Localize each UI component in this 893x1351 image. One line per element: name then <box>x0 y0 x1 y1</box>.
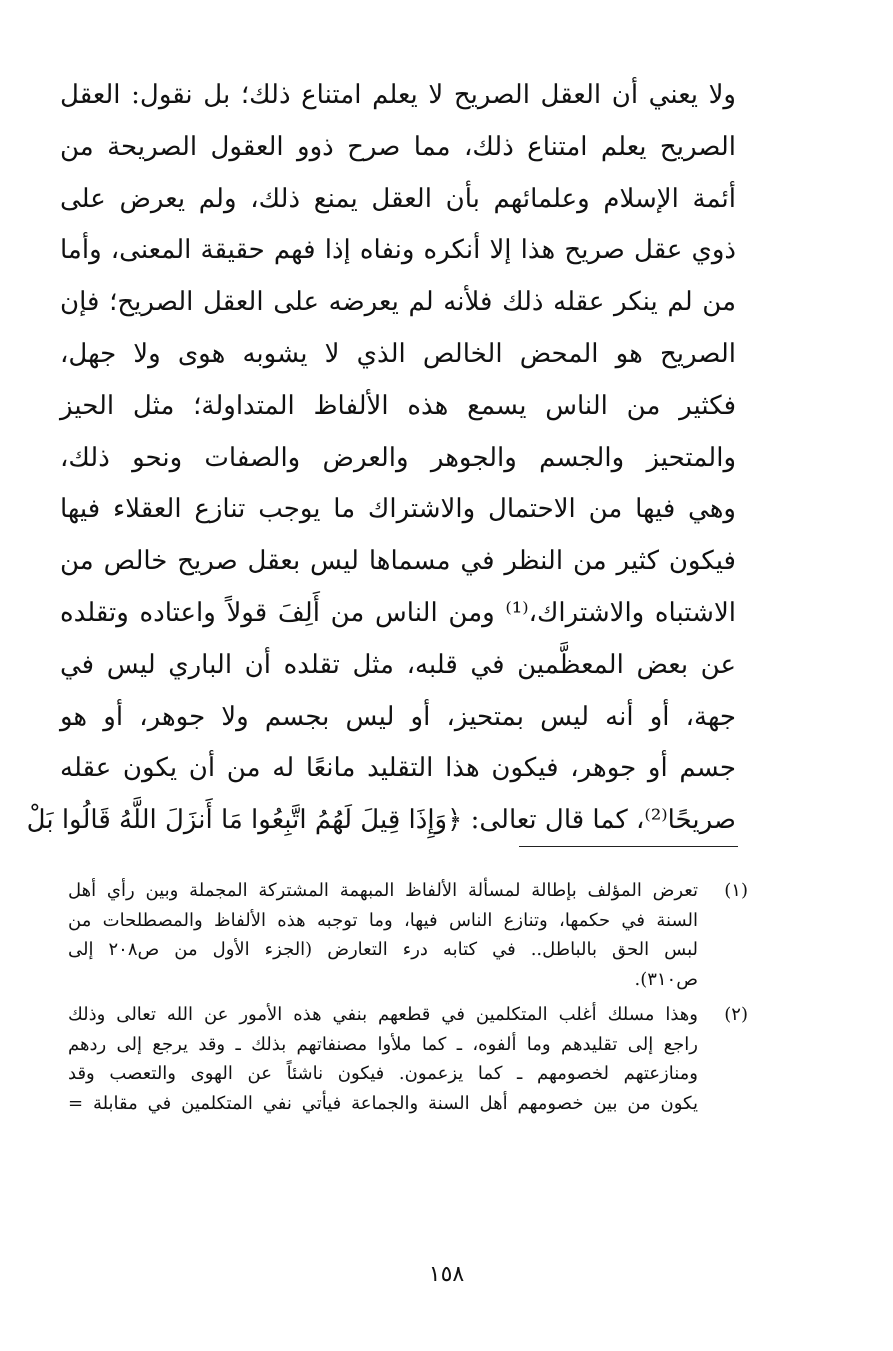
footnote-divider <box>519 846 738 847</box>
footnote-line: ص٣١٠). <box>634 968 698 990</box>
footnotes <box>68 876 748 1124</box>
text-line: صريحًا⁽²⁾، كما قال تعالى: ﴿وَإِذَا قِيلَ لَهُمُ اتَّبِعُوا مَا أَنزَلَ اللَّهُ قَالُوا بَلْ <box>26 805 736 836</box>
footnote-line: راجع إلى تقليدهم وما ألفوه، ـ كما ملأوا مصنفاتهم بذلك ـ وقد يرجع إلى ردهم <box>68 1033 698 1055</box>
footnote-1 <box>68 876 748 994</box>
text-line: ذوي عقل صريح هذا إلا أنكره ونفاه إذا فهم حقيقة المعنى، وأما <box>60 235 736 266</box>
footnote-marker: (١) <box>724 880 748 901</box>
footnote-2 <box>68 1000 748 1118</box>
text-line: من لم ينكر عقله ذلك فلأنه لم يعرضه على العقل الصريح؛ فإن <box>60 287 736 318</box>
footnote-line: وهذا مسلك أغلب المتكلمين في قطعهم بنفي هذه الأمور عن الله تعالى وذلك <box>68 1004 698 1025</box>
footnote-line: ومنازعتهم لخصومهم ـ كما يزعمون. فيكون ناشئاً عن الهوى والتعصب وقد <box>68 1063 698 1084</box>
footnote-line: لبس الحق بالباطل.. في كتابه درء التعارض (الجزء الأول من ص٢٠٨ إلى <box>68 939 698 960</box>
text-line: ولا يعني أن العقل الصريح لا يعلم امتناع ذلك؛ بل نقول: العقل <box>60 80 736 110</box>
footnote-line: تعرض المؤلف بإطالة لمسألة الألفاظ المبهمة المشتركة المجملة وبين رأي أهل <box>68 880 698 901</box>
text-line: أئمة الإسلام وعلمائهم بأن العقل يمنع ذلك، ولم يعرض على <box>60 183 736 214</box>
text-line: عن بعض المعظَّمين في قلبه، مثل تقلده أن الباري ليس في <box>60 649 736 680</box>
text-line: جهة، أو أنه ليس بمتحيز، أو ليس بجسم ولا جوهر، أو هو <box>60 701 736 732</box>
page-number: ١٥٨ <box>428 1262 465 1287</box>
main-text <box>26 70 736 847</box>
text-line: وهي فيها من الاحتمال والاشتراك ما يوجب تنازع العقلاء فيها <box>60 494 736 525</box>
text-line: والمتحيز والجسم والجوهر والعرض والصفات ونحو ذلك، <box>60 442 736 473</box>
text-line: الاشتباه والاشتراك،⁽¹⁾ ومن الناس من أَلِفَ قولاً واعتاده وتقلده <box>60 597 736 628</box>
text-line: فكثير من الناس يسمع هذه الألفاظ المتداولة؛ مثل الحيز <box>60 390 736 421</box>
footnote-marker: (٢) <box>724 1004 748 1025</box>
footnote-line: السنة في حكمها، وتنازع الناس فيها، وما توجبه هذه الألفاظ والمصطلحات من <box>68 909 698 931</box>
footnote-line: يكون من بين خصومهم أهل السنة والجماعة فيأتي نفي المتكلمين في مقابلة = <box>68 1092 698 1114</box>
text-line: الصريح هو المحض الخالص الذي لا يشوبه هوى ولا جهل، <box>60 338 736 369</box>
text-line: الصريح يعلم امتناع ذلك، مما صرح ذوو العقول الصريحة من <box>60 131 736 162</box>
text-line: فيكون كثير من النظر في مسماها ليس بعقل صريح خالص من <box>60 546 736 577</box>
text-line: جسم أو جوهر، فيكون هذا التقليد مانعًا له من أن يكون عقله <box>60 753 736 784</box>
